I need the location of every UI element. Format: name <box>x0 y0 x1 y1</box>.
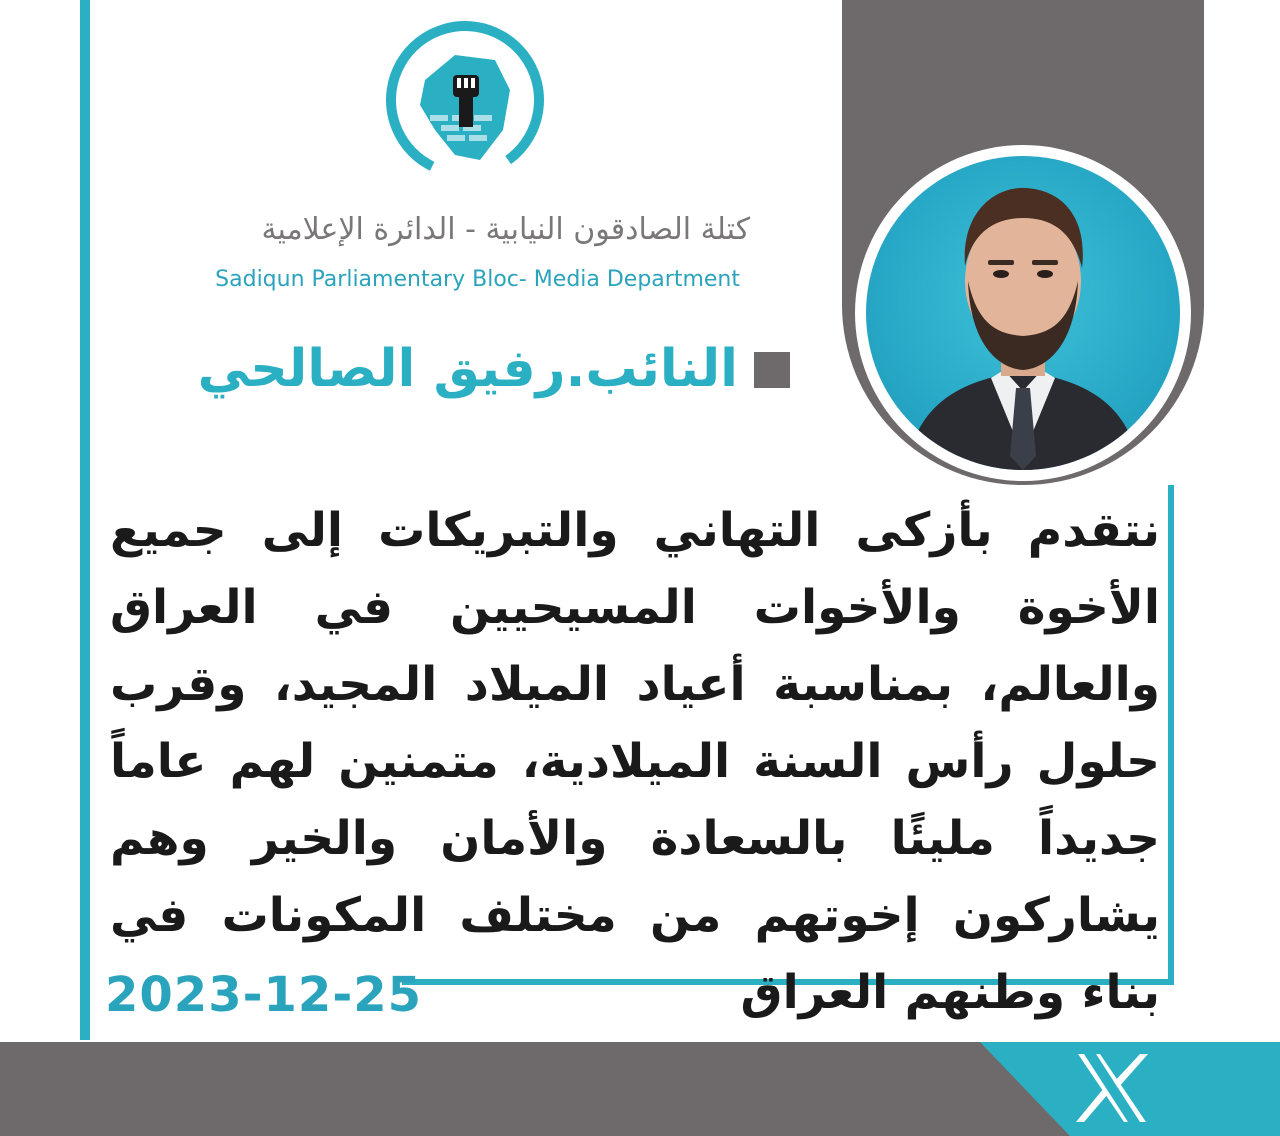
organization-name-arabic: كتلة الصادقون النيابية - الدائرة الإعلامية <box>261 212 750 247</box>
mp-portrait <box>866 156 1180 470</box>
statement-text: نتقدم بأزكى التهاني والتبريكات إلى جميع الأخوة والأخوات المسيحيين في العراق والعالم، بمناسبة أعياد الميلاد المجيد، وقرب حلول رأس السنة الميلادية، متمنين لهم عاماً جديداً مليئًا بالسعادة والأمان والخير وهم يشاركون إخوتهم من مختلف المكونات في بناء وطنهم العراق <box>110 503 1160 1020</box>
left-accent-bar <box>80 0 90 1040</box>
organization-name-english: Sadiqun Parliamentary Bloc- Media Department <box>215 267 740 292</box>
bloc-logo <box>385 20 545 180</box>
mp-name: النائب.رفيق الصالحي <box>197 339 738 399</box>
text-frame-right-border <box>1168 485 1174 985</box>
mp-name-row <box>160 330 790 410</box>
x-icon <box>1070 1046 1154 1130</box>
square-bullet-icon <box>754 352 790 388</box>
mp-portrait-illustration <box>866 156 1180 470</box>
statement-date: 2023-12-25 <box>105 967 423 1023</box>
